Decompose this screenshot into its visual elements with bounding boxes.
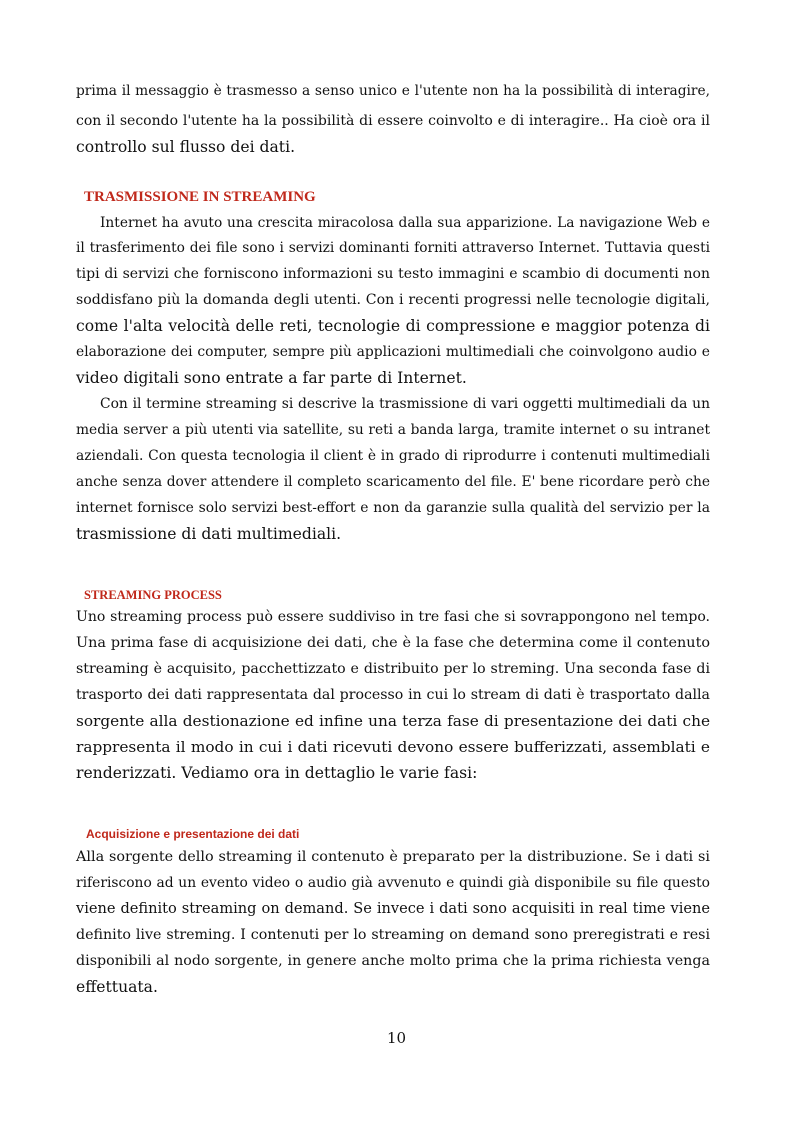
section-heading-streaming: TRASMISSIONE IN STREAMING — [84, 189, 316, 205]
process-line-3: streaming è acquisito, pacchettizzato e distribuito per lo streming. Una seconda fase di — [76, 661, 710, 677]
streaming-p1-line-7: video digitali sono entrate a far parte di Internet. — [76, 369, 467, 387]
section-heading-acquisition: Acquisizione e presentazione dei dati — [86, 827, 300, 841]
section-heading-process: STREAMING PROCESS — [84, 588, 222, 602]
streaming-p1-line-1: Internet ha avuto una crescita miracolosa dalla sua apparizione. La navigazione Web e — [100, 215, 710, 231]
intro-line-2: con il secondo l'utente ha la possibilità di essere coinvolto e di interagire.. Ha cioè ora il — [76, 113, 710, 129]
streaming-p2-line-5: internet fornisce solo servizi best-effort e non da garanzie sulla qualità del servizio per la — [76, 500, 710, 516]
process-line-7: renderizzati. Vediamo ora in dettaglio le varie fasi: — [76, 764, 478, 782]
acquisition-line-5: disponibili al nodo sorgente, in genere anche molto prima che la prima richiesta venga — [76, 953, 710, 969]
streaming-p1-line-4: soddisfano più la domanda degli utenti. Con i recenti progressi nelle tecnologie digitali, — [76, 292, 710, 308]
streaming-p2-line-3: aziendali. Con questa tecnologia il client è in grado di riprodurre i contenuti multimediali — [76, 448, 710, 464]
process-line-2: Una prima fase di acquisizione dei dati, che è la fase che determina come il contenuto — [76, 635, 710, 651]
intro-line-1: prima il messaggio è trasmesso a senso unico e l'utente non ha la possibilità di interagire, — [76, 83, 710, 99]
process-line-5: sorgente alla destionazione ed infine una terza fase di presentazione dei dati che — [76, 712, 710, 730]
acquisition-line-2: riferiscono ad un evento video o audio già avvenuto e quindi già disponibile su file questo — [76, 875, 710, 891]
streaming-p1-line-6: elaborazione dei computer, sempre più applicazioni multimediali che coinvolgono audio e — [76, 344, 710, 360]
acquisition-line-4: definito live streming. I contenuti per lo streaming on demand sono preregistrati e resi — [76, 927, 710, 943]
page-number: 10 — [386, 1029, 407, 1047]
streaming-p1-line-5: come l'alta velocità delle reti, tecnologie di compressione e maggior potenza di — [76, 317, 710, 335]
acquisition-line-3: viene definito streaming on demand. Se invece i dati sono acquisiti in real time viene — [76, 900, 710, 917]
streaming-p1-line-2: il trasferimento dei file sono i servizi dominanti forniti attraverso Internet. Tuttavia questi — [76, 240, 710, 256]
streaming-p2-line-2: media server a più utenti via satellite, su reti a banda larga, tramite internet o su intranet — [76, 422, 710, 438]
streaming-p2-line-1: Con il termine streaming si descrive la trasmissione di vari oggetti multimediali da un — [100, 396, 710, 412]
streaming-p2-line-4: anche senza dover attendere il completo scaricamento del file. E' bene ricordare però che — [76, 474, 710, 490]
process-line-1: Uno streaming process può essere suddiviso in tre fasi che si sovrappongono nel tempo. — [76, 609, 710, 625]
process-line-6: rappresenta il modo in cui i dati ricevuti devono essere bufferizzati, assemblati e — [76, 738, 710, 756]
streaming-p2-line-6: trasmissione di dati multimediali. — [76, 525, 342, 543]
acquisition-line-6: effettuata. — [76, 978, 158, 996]
intro-line-3: controllo sul flusso dei dati. — [76, 138, 296, 156]
streaming-p1-line-3: tipi di servizi che forniscono informazioni su testo immagini e scambio di documenti non — [76, 266, 710, 282]
acquisition-line-1: Alla sorgente dello streaming il contenuto è preparato per la distribuzione. Se i dati si — [76, 849, 710, 865]
process-line-4: trasporto dei dati rappresentata dal processo in cui lo stream di dati è trasportato dalla — [76, 687, 710, 703]
